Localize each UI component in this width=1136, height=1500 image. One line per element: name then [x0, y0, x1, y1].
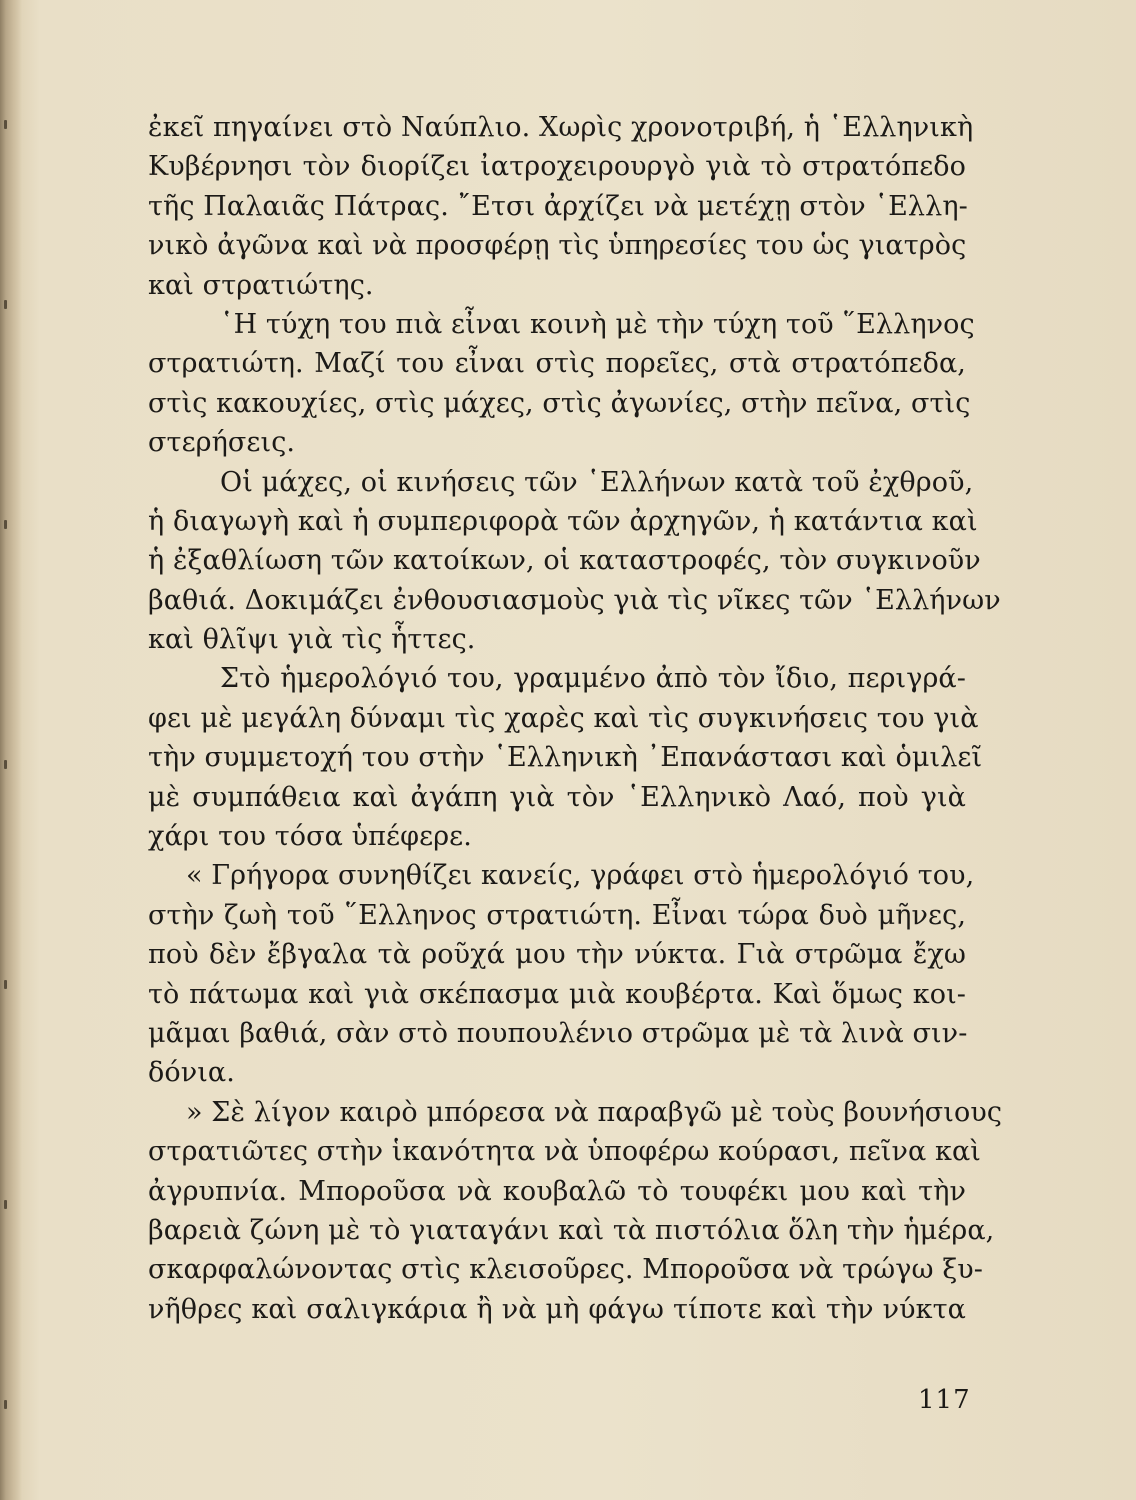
text-line: μᾶμαι βαθιά, σὰν στὸ πουπουλένιο στρῶμα μὲ τὰ λινὰ σιν- — [148, 1017, 968, 1049]
text-line: καὶ θλῖψι γιὰ τὶς ἧττες. — [148, 624, 476, 656]
body-text — [148, 108, 1003, 1329]
text-line: στερήσεις. — [148, 427, 296, 459]
text-line: νικὸ ἀγῶνα καὶ νὰ προσφέρῃ τὶς ὑπηρεσίες του ὡς γιατρὸς — [148, 230, 967, 262]
binding-stitch — [4, 980, 7, 989]
text-line: καὶ στρατιώτης. — [148, 269, 374, 301]
paragraph-first-line: ῾Η τύχη του πιὰ εἶναι κοινὴ μὲ τὴν τύχη τοῦ ῞Ελληνος — [220, 308, 975, 340]
binding-stitch — [4, 300, 7, 309]
quote-first-line: « Γρήγορα συνηθίζει κανείς, γράφει στὸ ἡμερολόγιό του, — [186, 860, 975, 892]
binding-stitch — [4, 120, 7, 129]
binding-edge — [0, 0, 22, 1500]
text-line: στὶς κακουχίες, στὶς μάχες, στὶς ἀγωνίες, στὴν πεῖνα, στὶς — [148, 387, 971, 419]
paragraph-first-line: Στὸ ἡμερολόγιό του, γραμμένο ἀπὸ τὸν ἴδιο, περιγρά- — [220, 663, 966, 695]
text-line: βαθιά. Δοκιμάζει ἐνθουσιασμοὺς γιὰ τὶς νῖκες τῶν ῾Ελλήνων — [148, 584, 1001, 616]
binding-stitch — [4, 1200, 7, 1209]
text-line: ἀγρυπνία. Μποροῦσα νὰ κουβαλῶ τὸ τουφέκι μου καὶ τὴν — [148, 1175, 966, 1207]
paragraph-first-line: Οἱ μάχες, οἱ κινήσεις τῶν ῾Ελλήνων κατὰ τοῦ ἐχθροῦ, — [220, 466, 974, 498]
text-line: στρατιώτη. Μαζί του εἶναι στὶς πορεῖες, στὰ στρατόπεδα, — [148, 348, 966, 380]
binding-stitch — [4, 1400, 7, 1409]
page-number: 117 — [918, 1385, 971, 1415]
binding-stitch — [4, 520, 7, 529]
binding-stitch — [4, 760, 7, 769]
text-line: νῆθρες καὶ σαλιγκάρια ἢ νὰ μὴ φάγω τίποτε καὶ τὴν νύκτα — [148, 1293, 966, 1325]
text-line: Κυβέρνησι τὸν διορίζει ἰατροχειρουργὸ γιὰ τὸ στρατόπεδο — [148, 151, 966, 183]
text-line: στὴν ζωὴ τοῦ ῞Ελληνος στρατιώτη. Εἶναι τώρα δυὸ μῆνες, — [148, 899, 966, 931]
text-line: ἐκεῖ πηγαίνει στὸ Ναύπλιο. Χωρὶς χρονοτριβή, ἡ ῾Ελληνικὴ — [148, 112, 974, 143]
text-line: χάρι του τόσα ὑπέφερε. — [148, 821, 472, 853]
text-line: τὸ πάτωμα καὶ γιὰ σκέπασμα μιὰ κουβέρτα. Καὶ ὅμως κοι- — [148, 978, 966, 1010]
text-line: ἡ διαγωγὴ καὶ ἡ συμπεριφορὰ τῶν ἀρχηγῶν, ἡ κατάντια καὶ — [148, 505, 978, 537]
text-line: τῆς Παλαιᾶς Πάτρας. ῎Ετσι ἀρχίζει νὰ μετέχῃ στὸν ῾Ελλη- — [148, 190, 968, 222]
text-line: ἡ ἐξαθλίωση τῶν κατοίκων, οἱ καταστροφές, τὸν συγκινοῦν — [148, 545, 981, 577]
text-line: ποὺ δὲν ἔβγαλα τὰ ροῦχά μου τὴν νύκτα. Γιὰ στρῶμα ἔχω — [148, 939, 966, 971]
text-line: δόνια. — [148, 1057, 235, 1089]
text-line: τὴν συμμετοχή του στὴν ῾Ελληνικὴ ᾿Επανάστασι καὶ ὁμιλεῖ — [148, 742, 983, 774]
quote-first-line: » Σὲ λίγον καιρὸ μπόρεσα νὰ παραβγῶ μὲ τοὺς βουνήσιους — [186, 1096, 1003, 1128]
text-line: μὲ συμπάθεια καὶ ἀγάπη γιὰ τὸν ῾Ελληνικὸ Λαό, ποὺ γιὰ — [148, 781, 966, 813]
text-line: φει μὲ μεγάλη δύναμι τὶς χαρὲς καὶ τὶς συγκινήσεις του γιὰ — [148, 702, 979, 734]
text-line: στρατιῶτες στὴν ἱκανότητα νὰ ὑποφέρω κούρασι, πεῖνα καὶ — [148, 1136, 981, 1168]
text-line: βαρειὰ ζώνη μὲ τὸ γιαταγάνι καὶ τὰ πιστόλια ὅλη τὴν ἡμέρα, — [148, 1214, 995, 1246]
text-line: σκαρφαλώνοντας στὶς κλεισοῦρες. Μποροῦσα νὰ τρώγω ξυ- — [148, 1254, 984, 1286]
